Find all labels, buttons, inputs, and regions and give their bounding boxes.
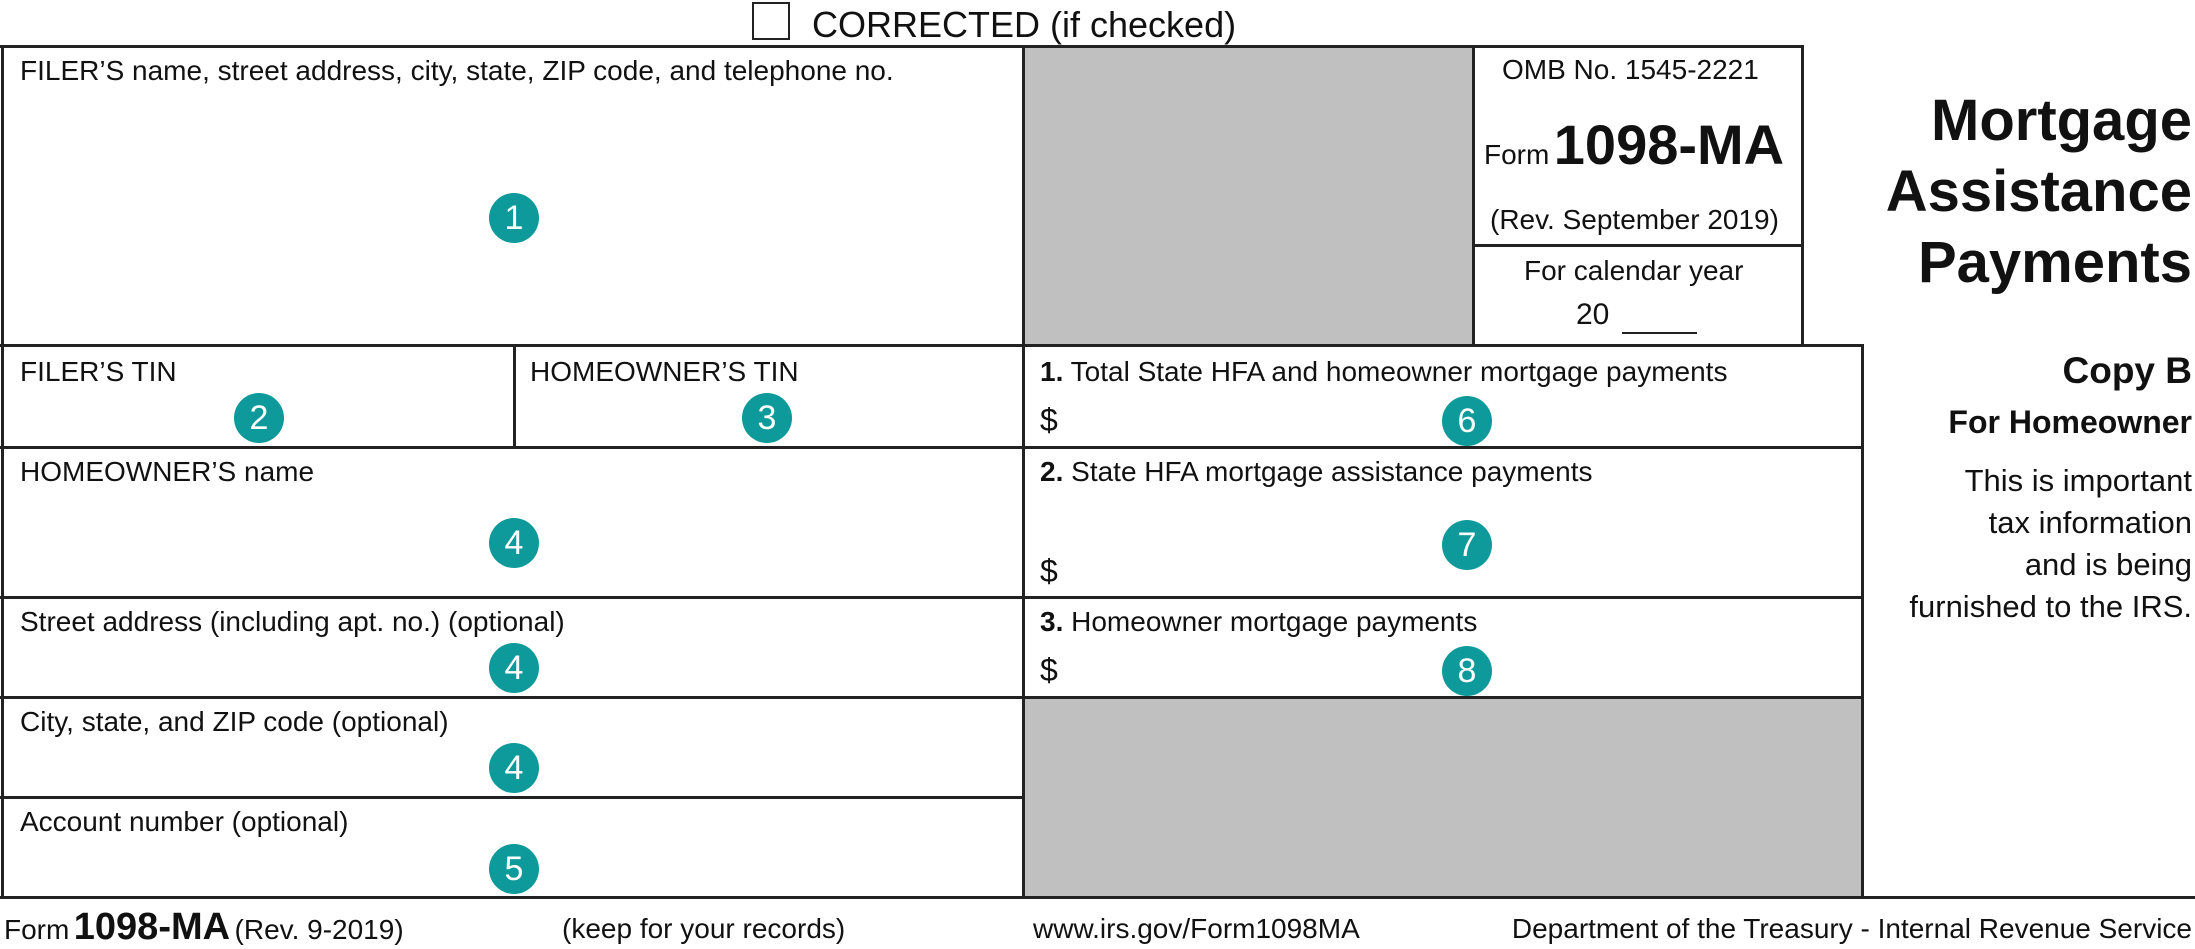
- box1-label: [1040, 356, 1727, 388]
- box3-number: 3.: [1040, 606, 1064, 637]
- footer-revision: (Rev. 9-2019): [234, 914, 404, 945]
- corrected-label: CORRECTED (if checked): [812, 4, 1237, 45]
- homeowner-name-label: HOMEOWNER’S name: [20, 456, 315, 487]
- box3-label: [1040, 606, 1477, 638]
- form-word: Form: [1484, 139, 1550, 170]
- badge-2: 2: [234, 393, 284, 443]
- rule: [1472, 45, 1475, 346]
- calendar-year-label: For calendar year: [1524, 255, 1744, 286]
- box2-dollar: $: [1040, 553, 1058, 589]
- rule: [0, 344, 1863, 347]
- city-state-zip-label: City, state, and ZIP code (optional): [20, 706, 449, 737]
- box2-number: 2.: [1040, 456, 1064, 487]
- footer-form-word: Form: [4, 914, 70, 945]
- rule: [0, 596, 1863, 599]
- badge-5: 5: [489, 844, 539, 894]
- box3-dollar: $: [1040, 652, 1058, 688]
- copy-b-label: Copy B: [2062, 350, 2192, 391]
- omb-number: OMB No. 1545-2221: [1502, 54, 1759, 85]
- badge-3: 3: [742, 393, 792, 443]
- copy-note-line: This is important: [1964, 463, 2192, 498]
- copy-note: [1870, 460, 2192, 628]
- badge-8: 8: [1442, 646, 1492, 696]
- form-id: [1484, 112, 1784, 177]
- rule: [1861, 344, 1864, 899]
- rule: [1801, 45, 1804, 346]
- account-number-label: Account number (optional): [20, 806, 349, 837]
- title-line-3: Payments: [1917, 229, 2192, 295]
- form-number: 1098-MA: [1553, 113, 1785, 176]
- copy-note-line: tax information: [1988, 505, 2192, 540]
- copy-note-line: and is being: [2024, 547, 2192, 582]
- rule: [1022, 45, 1025, 899]
- rule: [0, 696, 1863, 699]
- filer-name-label: FILER’S name, street address, city, state, ZIP code, and telephone no.: [20, 55, 894, 86]
- box1-dollar: $: [1040, 402, 1058, 438]
- form-title: [1870, 86, 2192, 298]
- corrected-checkbox[interactable]: [752, 2, 790, 40]
- rule: [0, 796, 1024, 799]
- badge-4: 4: [489, 643, 539, 693]
- box1-text: Total State HFA and homeowner mortgage payments: [1070, 356, 1728, 387]
- box2-text: State HFA mortgage assistance payments: [1071, 456, 1593, 487]
- shaded-area-bottom: [1024, 698, 1863, 897]
- rule: [0, 896, 2195, 899]
- for-homeowner-label: For Homeowner: [1948, 404, 2192, 440]
- box1-number: 1.: [1040, 356, 1064, 387]
- box3-text: Homeowner mortgage payments: [1071, 606, 1478, 637]
- title-line-1: Mortgage: [1931, 88, 2192, 153]
- footer-form-id: [4, 906, 404, 949]
- badge-4: 4: [489, 743, 539, 793]
- filer-tin-label: FILER’S TIN: [20, 356, 177, 387]
- badge-7: 7: [1442, 520, 1492, 570]
- badge-1: 1: [489, 193, 539, 243]
- homeowner-tin-label: HOMEOWNER’S TIN: [530, 356, 799, 387]
- rule: [0, 446, 1863, 449]
- form-revision: (Rev. September 2019): [1490, 204, 1779, 235]
- calendar-year-prefix: 20: [1576, 298, 1610, 331]
- badge-6: 6: [1442, 396, 1492, 446]
- rule: [1, 45, 4, 899]
- title-line-2: Assistance: [1885, 158, 2192, 224]
- footer-form-number: 1098-MA: [73, 906, 231, 948]
- footer-keep-note: (keep for your records): [562, 913, 846, 944]
- street-address-label: Street address (including apt. no.) (optional): [20, 606, 565, 637]
- badge-4: 4: [489, 518, 539, 568]
- box2-label: [1040, 456, 1593, 488]
- rule: [1473, 244, 1803, 247]
- shaded-area-top: [1024, 47, 1473, 345]
- footer-department: Department of the Treasury - Internal Revenue Service: [1511, 913, 2192, 944]
- copy-note-line: furnished to the IRS.: [1909, 589, 2192, 624]
- calendar-year-field[interactable]: [1622, 332, 1697, 334]
- footer-url[interactable]: www.irs.gov/Form1098MA: [1033, 913, 1360, 944]
- rule: [513, 344, 516, 448]
- rule: [0, 45, 1803, 48]
